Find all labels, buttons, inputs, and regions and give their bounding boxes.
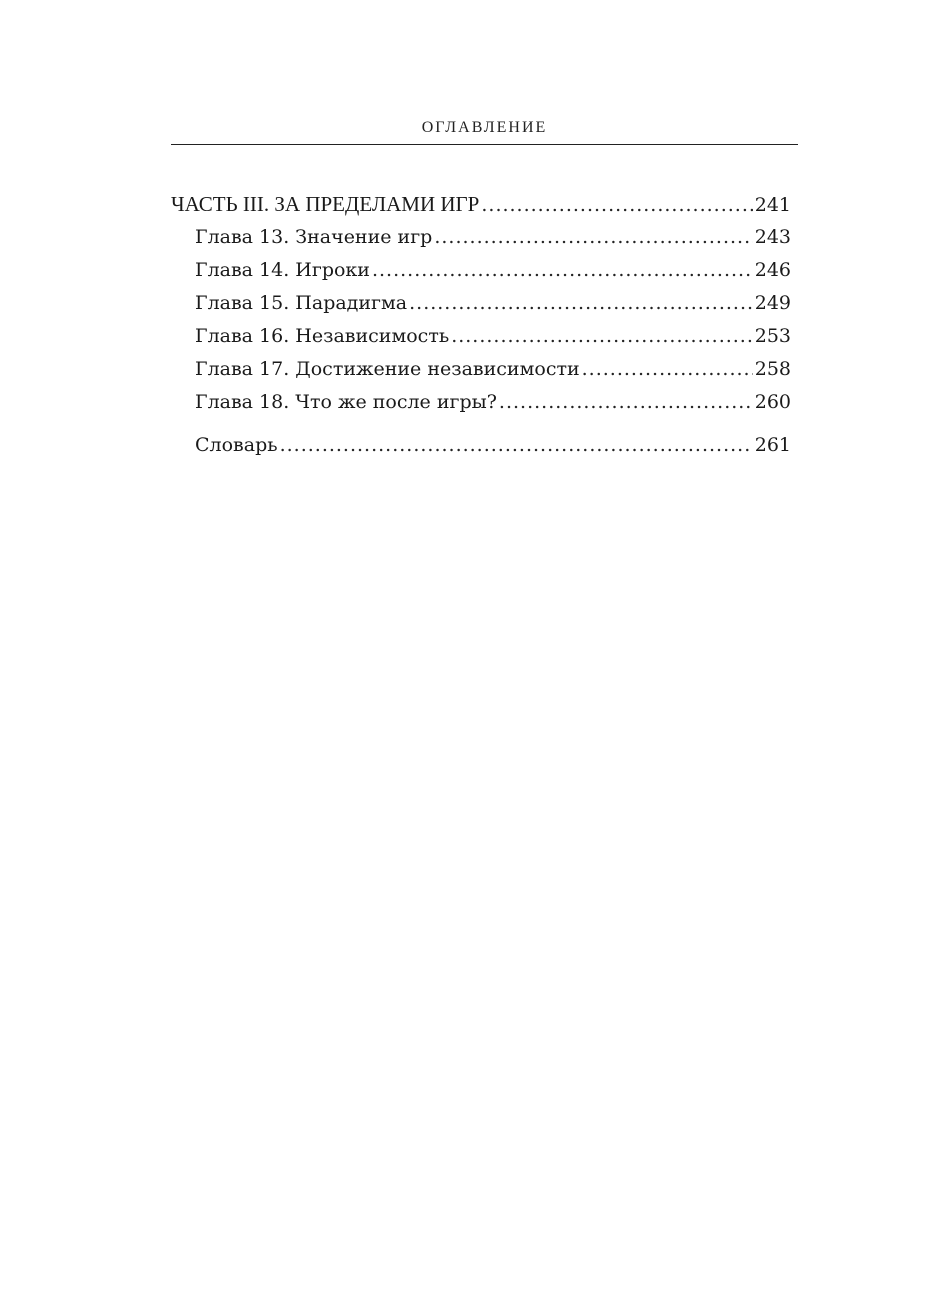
toc-entry-title: Глава 15. Парадигма	[195, 292, 408, 314]
toc-leader-dots	[280, 430, 753, 460]
toc-entry-title: Словарь	[195, 434, 278, 456]
toc-entry-page: 241	[754, 194, 791, 216]
toc-entry-chapter-16[interactable]	[171, 321, 791, 354]
toc-entry-chapter-17[interactable]	[171, 354, 791, 387]
toc-entry-page: 249	[754, 292, 791, 314]
toc-entry-chapter-15[interactable]	[171, 288, 791, 321]
toc-entry-chapter-18[interactable]	[171, 387, 791, 420]
toc-entry-title: Глава 16. Независимость	[195, 325, 450, 347]
toc-entry-glossary[interactable]	[171, 430, 791, 463]
toc-entry-page: 258	[754, 358, 791, 380]
header-rule	[171, 144, 798, 145]
toc-entry-title: ЧАСТЬ III. ЗА ПРЕДЕЛАМИ ИГР	[171, 192, 480, 216]
toc-entry-page: 253	[754, 325, 791, 347]
toc-entry-page: 260	[754, 391, 791, 413]
toc-leader-dots	[372, 255, 753, 285]
toc-entry-title: Глава 18. Что же после игры?	[195, 391, 497, 413]
toc-leader-dots	[582, 354, 753, 384]
toc-entry-chapter-13[interactable]	[171, 222, 791, 255]
toc-leader-dots	[451, 321, 753, 351]
toc-entry-title: Глава 14. Игроки	[195, 259, 370, 281]
toc-entry-title: Глава 13. Значение игр	[195, 226, 433, 248]
toc-entry-chapter-14[interactable]	[171, 255, 791, 288]
running-head: ОГЛАВЛЕНИЕ	[421, 119, 548, 136]
toc-leader-dots	[434, 222, 752, 252]
table-of-contents	[171, 189, 791, 463]
toc-entry-page: 246	[754, 259, 791, 281]
toc-entry-part-3[interactable]	[171, 189, 791, 222]
toc-entry-page: 243	[754, 226, 791, 248]
toc-entry-title: Глава 17. Достижение независимости	[195, 358, 580, 380]
toc-leader-dots	[481, 190, 752, 220]
toc-leader-dots	[499, 387, 753, 417]
toc-entry-page: 261	[754, 434, 791, 456]
toc-leader-dots	[409, 288, 753, 318]
